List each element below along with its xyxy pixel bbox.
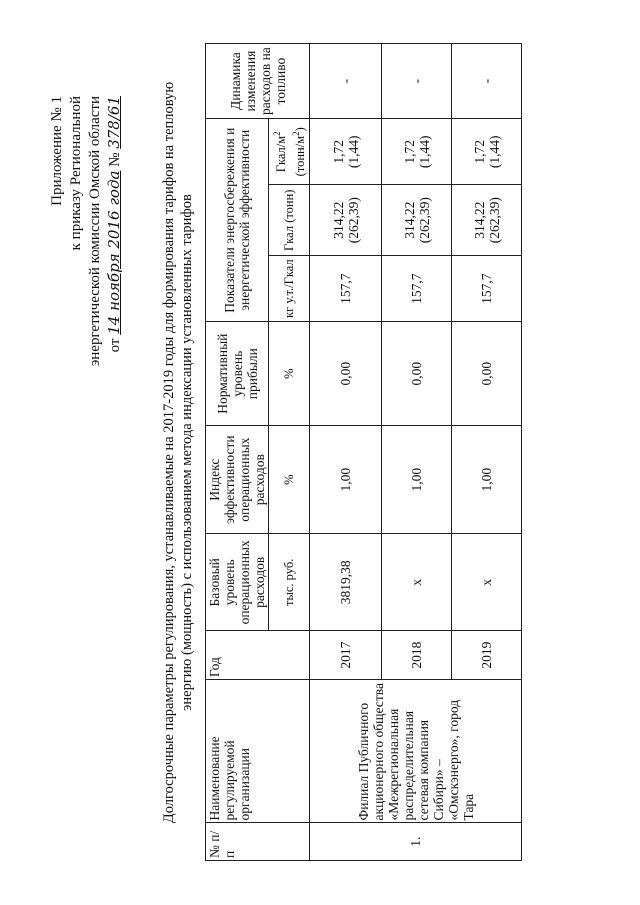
cell-profit: 0,00 bbox=[382, 322, 452, 426]
table-row bbox=[310, 44, 382, 861]
order-prefix: от bbox=[107, 338, 123, 353]
unit-loss: Гкал (тонн) bbox=[269, 185, 310, 256]
order-number: 378/61 bbox=[105, 96, 123, 149]
cell-ratio: 1,72 (1,44) bbox=[452, 119, 522, 185]
cell-year: 2019 bbox=[452, 631, 522, 680]
title-line-2: энергию (мощность) с использованием метода индексации установленных тарифов bbox=[179, 194, 195, 711]
header-dynamic: Динамика изменения расходов на топливо bbox=[206, 44, 310, 119]
cell-loss: 314,22 (262,39) bbox=[452, 185, 522, 256]
order-date: 14 ноября 2016 года bbox=[105, 170, 123, 335]
header-year: Год bbox=[206, 631, 310, 680]
cell-fuel: 157,7 bbox=[382, 256, 452, 322]
unit-index: % bbox=[269, 426, 310, 534]
unit-fuel: кг у.т./Гкал bbox=[269, 256, 310, 322]
cell-ratio: 1,72 (1,44) bbox=[310, 119, 382, 185]
cell-year: 2018 bbox=[382, 631, 452, 680]
organization-name: Филиал Публичного акционерного общества «Межрегиональная распределительная сетевая компания Сибири» – «Омскэнерго», город Тара bbox=[310, 679, 522, 823]
cell-loss: 314,22 (262,39) bbox=[310, 185, 382, 256]
header-base: Базовый уровень операционных расходов bbox=[206, 534, 269, 631]
cell-base: 3819,38 bbox=[310, 534, 382, 631]
parameters-table bbox=[205, 43, 522, 861]
appendix-line-1: Приложение № 1 bbox=[49, 96, 65, 206]
cell-dynamic: - bbox=[452, 44, 522, 119]
appendix-block bbox=[48, 96, 125, 366]
header-index: Индекс эффективности операционных расходов bbox=[206, 426, 269, 534]
title-line-1: Долгосрочные параметры регулирования, устанавливаемые на 2017-2019 годы для формирования тарифов на тепловую bbox=[161, 81, 177, 824]
cell-fuel: 157,7 bbox=[310, 256, 382, 322]
document-title bbox=[160, 40, 196, 865]
cell-fuel: 157,7 bbox=[452, 256, 522, 322]
unit-profit: % bbox=[269, 322, 310, 426]
cell-base: х bbox=[452, 534, 522, 631]
cell-dynamic: - bbox=[310, 44, 382, 119]
cell-index: 1,00 bbox=[452, 426, 522, 534]
cell-loss: 314,22 (262,39) bbox=[382, 185, 452, 256]
appendix-line-2: к приказу Региональной bbox=[68, 96, 84, 251]
order-no-prefix: № bbox=[107, 152, 123, 167]
header-num: № п/п bbox=[206, 823, 310, 861]
appendix-order-line bbox=[105, 96, 125, 366]
cell-index: 1,00 bbox=[310, 426, 382, 534]
unit-ratio: Гкал/$м^2$ $(тонн/м^2)$ bbox=[269, 119, 310, 185]
cell-index: 1,00 bbox=[382, 426, 452, 534]
unit-base: тыс. руб. bbox=[269, 534, 310, 631]
cell-year: 2017 bbox=[310, 631, 382, 680]
cell-profit: 0,00 bbox=[310, 322, 382, 426]
cell-dynamic: - bbox=[382, 44, 452, 119]
cell-profit: 0,00 bbox=[452, 322, 522, 426]
header-profit: Нормативный уровень прибыли bbox=[206, 322, 269, 426]
cell-base: х bbox=[382, 534, 452, 631]
appendix-line-3: энергетической комиссии Омской области bbox=[87, 96, 103, 367]
header-energy: Показатели энергосбережения и энергетической эффективности bbox=[206, 119, 269, 322]
row-number: 1. bbox=[310, 823, 522, 861]
header-org: Наименование регулируемой организации bbox=[206, 679, 310, 823]
cell-ratio: 1,72 (1,44) bbox=[382, 119, 452, 185]
